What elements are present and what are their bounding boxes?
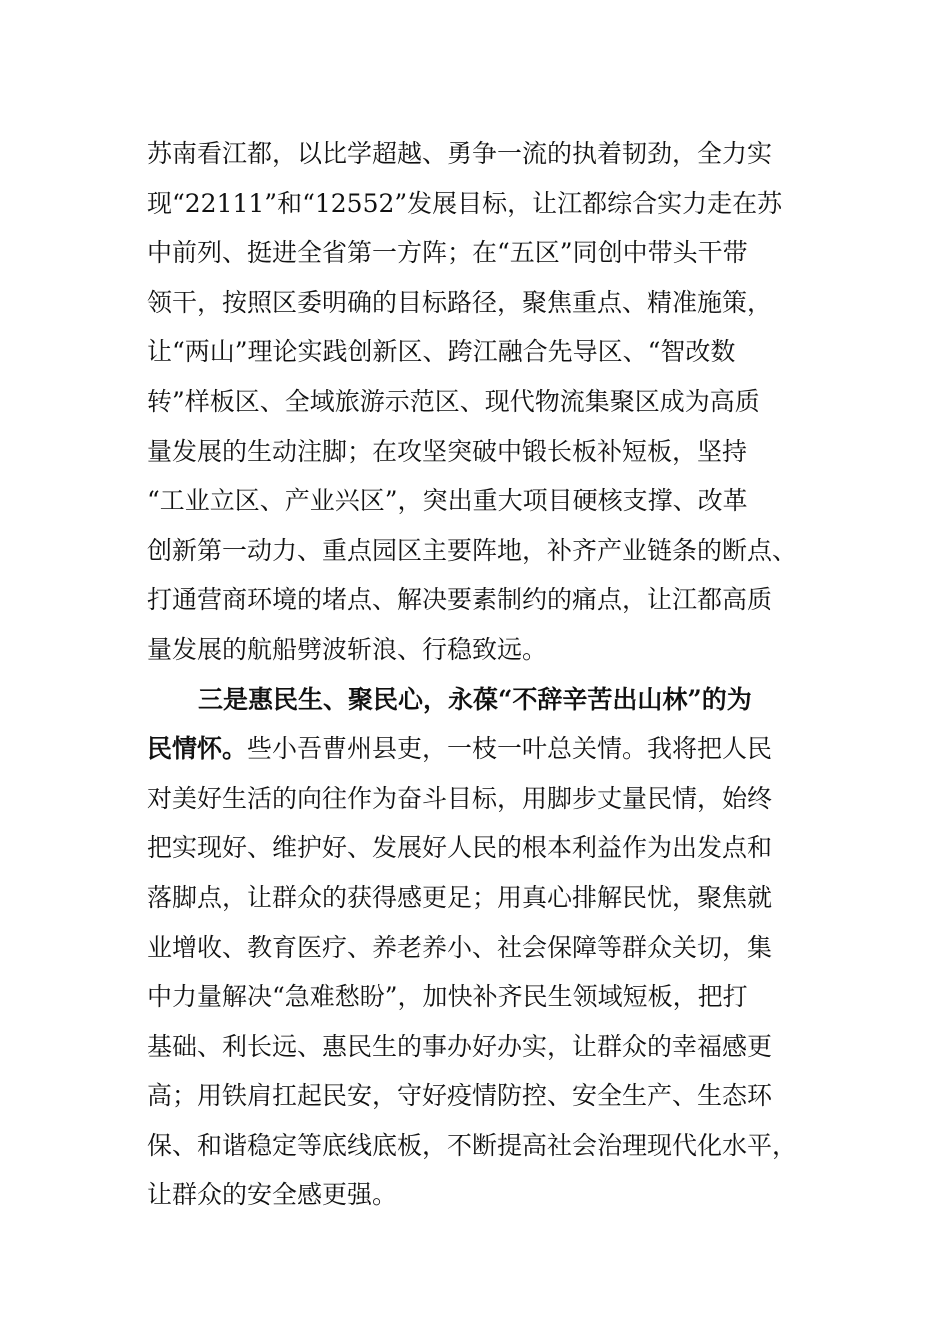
text-line-22 — [147, 1170, 817, 1220]
text-line-9 — [147, 526, 817, 576]
text-line-6 — [147, 377, 817, 427]
line-text: 量发展的航船劈波斩浪、行稳致远。 — [147, 634, 548, 664]
line-text: 些小吾曹州县吏，一枝一叶总关情。我将把人民 — [247, 734, 773, 764]
line-text: 业增收、教育医疗、养老养小、社会保障等群众关切，集 — [147, 932, 773, 962]
line-text: 让“两山”理论实践创新区、跨江融合先导区、“智改数 — [147, 337, 736, 367]
line-text: 转”样板区、全域旅游示范区、现代物流集聚区成为高质 — [147, 386, 760, 416]
line-text: 基础、利长远、惠民生的事办好办实，让群众的幸福感更 — [147, 1031, 773, 1061]
text-line-5 — [147, 327, 817, 377]
text-line-11 — [147, 625, 817, 675]
line-text: 对美好生活的向往作为奋斗目标，用脚步丈量民情，始终 — [147, 783, 773, 813]
text-line-2 — [147, 179, 817, 229]
text-line-21 — [147, 1121, 817, 1171]
line-text: 保、和谐稳定等底线底板，不断提高社会治理现代化水平， — [147, 1130, 798, 1160]
text-line-18 — [147, 972, 817, 1022]
text-line-16 — [147, 873, 817, 923]
text-line-14 — [147, 774, 817, 824]
section-heading-tail: 民情怀。 — [147, 734, 248, 764]
section-heading-text: 三是惠民生、聚民心，永葆“不辞辛苦出山林”的为 — [198, 684, 752, 714]
line-text: 中前列、挺进全省第一方阵；在“五区”同创中带头干带 — [147, 238, 748, 268]
line-text: 领干，按照区委明确的目标路径，聚焦重点、精准施策， — [147, 287, 773, 317]
line-text: 打通营商环境的堵点、解决要素制约的痛点，让江都高质 — [147, 585, 773, 615]
line-text: 让群众的安全感更强。 — [147, 1180, 398, 1210]
text-line-19 — [147, 1022, 817, 1072]
line-text: 落脚点，让群众的获得感更足；用真心排解民忧，聚焦就 — [147, 882, 773, 912]
text-line-20 — [147, 1071, 817, 1121]
text-line-15 — [147, 823, 817, 873]
text-line-10 — [147, 575, 817, 625]
line-text: 现“22111”和“12552”发展目标，让江都综合实力走在苏 — [147, 188, 783, 218]
section-heading-line — [147, 675, 817, 725]
line-text: 量发展的生动注脚；在攻坚突破中锻长板补短板，坚持 — [147, 436, 748, 466]
text-line-13 — [147, 724, 817, 774]
document-body — [147, 129, 817, 1220]
line-text: 中力量解决“急难愁盼”，加快补齐民生领域短板，把打 — [147, 982, 748, 1012]
line-text: 把实现好、维护好、发展好人民的根本利益作为出发点和 — [147, 833, 773, 863]
line-text: “工业立区、产业兴区”，突出重大项目硬核支撑、改革 — [147, 486, 748, 516]
text-line-4 — [147, 278, 817, 328]
text-line-8 — [147, 476, 817, 526]
text-line-3 — [147, 228, 817, 278]
text-line-1 — [147, 129, 817, 179]
line-text: 创新第一动力、重点园区主要阵地，补齐产业链条的断点、 — [147, 535, 798, 565]
text-line-17 — [147, 923, 817, 973]
line-text: 苏南看江都，以比学超越、勇争一流的执着韧劲，全力实 — [147, 139, 773, 168]
line-text: 高；用铁肩扛起民安，守好疫情防控、安全生产、生态环 — [147, 1081, 773, 1111]
text-line-7 — [147, 427, 817, 477]
